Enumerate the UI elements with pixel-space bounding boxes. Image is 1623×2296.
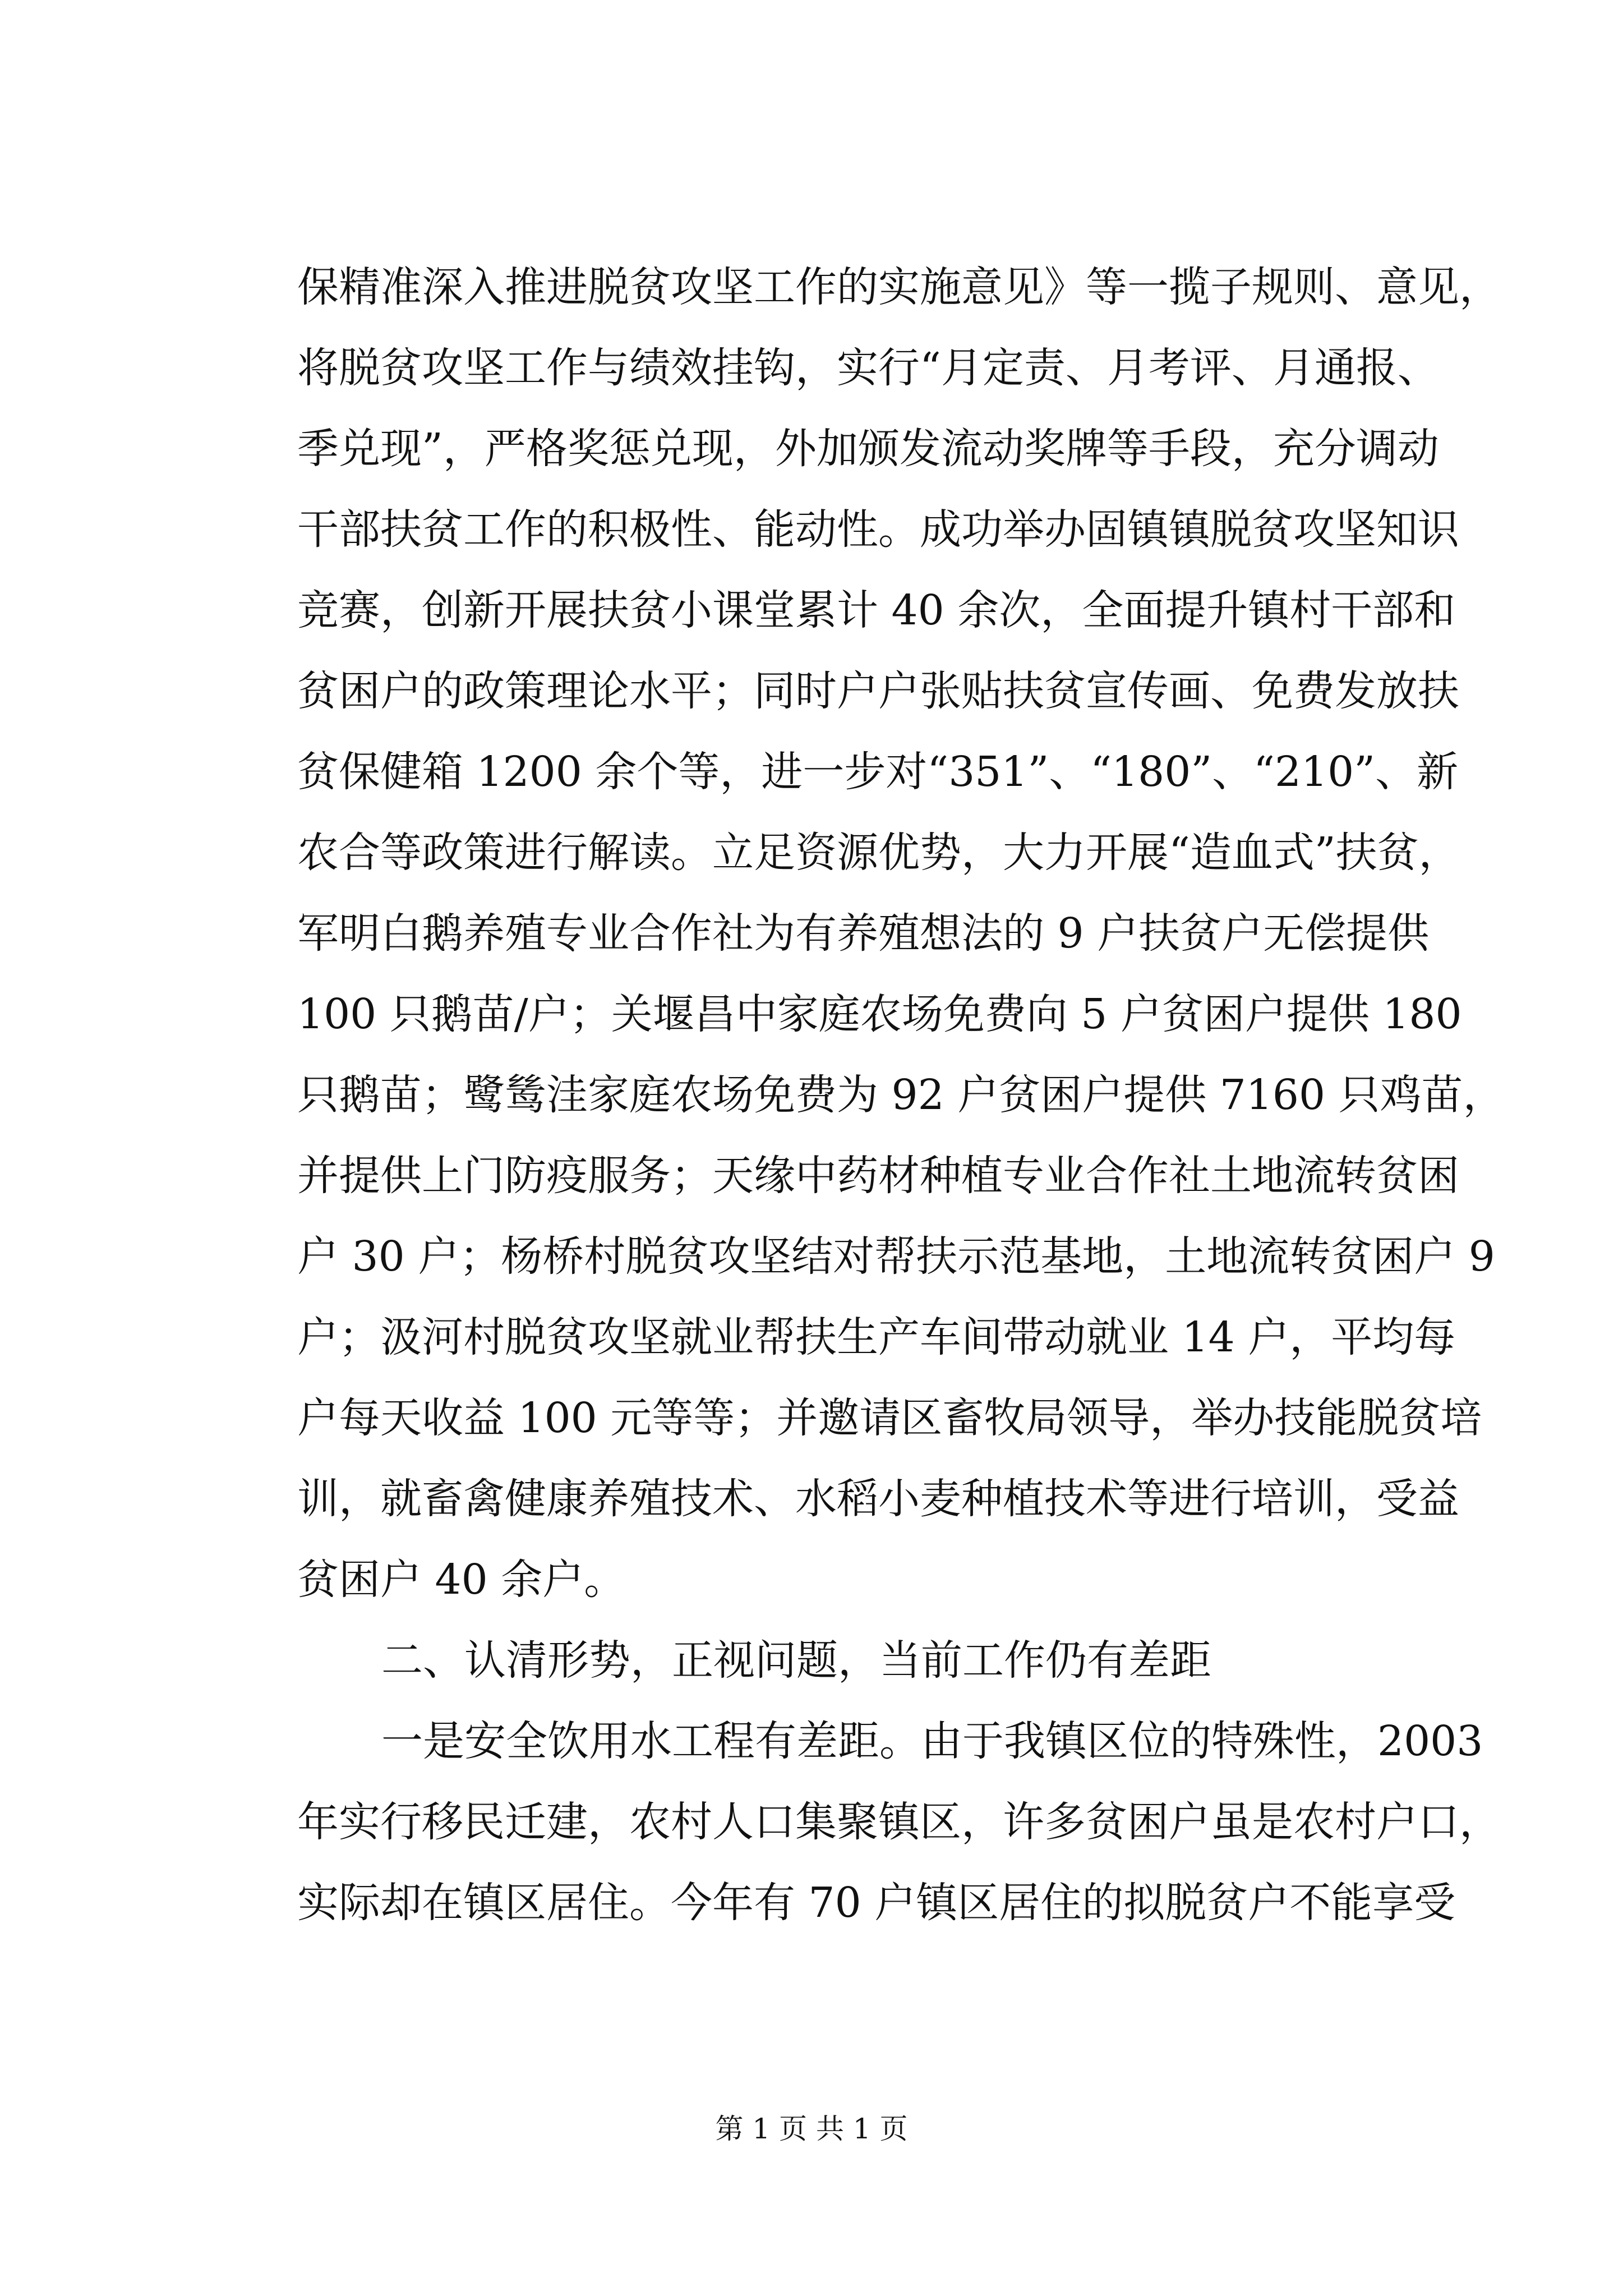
text-line: 年实行移民迁建，农村人口集聚镇区，许多贫困户虽是农村户口， bbox=[297, 1798, 1501, 1846]
page-footer bbox=[0, 2112, 1623, 2146]
text-line: 实际却在镇区居住。今年有 70 户镇区居住的拟脱贫户不能享受 bbox=[297, 1879, 1456, 1927]
text-line: 贫困户的政策理论水平；同时户户张贴扶贫宣传画、免费发放扶 bbox=[297, 667, 1459, 715]
paragraph-first-line: 一是安全饮用水工程有差距。由于我镇区位的特殊性，2003 bbox=[381, 1717, 1483, 1765]
text-line: 将脱贫攻坚工作与绩效挂钩，实行“月定责、月考评、月通报、 bbox=[297, 344, 1439, 392]
section-heading: 二、认清形势，正视问题，当前工作仍有差距 bbox=[381, 1636, 1211, 1685]
text-line: 户；汲河村脱贫攻坚就业帮扶生产车间带动就业 14 户，平均每 bbox=[297, 1313, 1456, 1361]
text-line: 户 30 户；杨桥村脱贫攻坚结对帮扶示范基地，土地流转贫困户 9 bbox=[297, 1232, 1495, 1281]
text-line: 户每天收益 100 元等等；并邀请区畜牧局领导，举办技能脱贫培 bbox=[297, 1394, 1482, 1442]
text-line: 训，就畜禽健康养殖技术、水稻小麦种植技术等进行培训，受益 bbox=[297, 1475, 1459, 1523]
text-line: 只鹅苗；鹭鸶洼家庭农场免费为 92 户贫困户提供 7160 只鸡苗， bbox=[297, 1071, 1505, 1119]
text-line: 100 只鹅苗/户；关堰昌中家庭农场免费向 5 户贫困户提供 180 bbox=[297, 990, 1462, 1038]
text-line: 贫困户 40 余户。 bbox=[297, 1556, 626, 1604]
text-line: 季兑现”，严格奖惩兑现，外加颁发流动奖牌等手段，充分调动 bbox=[297, 425, 1439, 473]
text-line: 军明白鹅养殖专业合作社为有养殖想法的 9 户扶贫户无偿提供 bbox=[297, 909, 1430, 958]
text-line: 保精准深入推进脱贫攻坚工作的实施意见》等一揽子规则、意见， bbox=[297, 263, 1501, 311]
body-text bbox=[297, 247, 1505, 1943]
text-line: 竞赛，创新开展扶贫小课堂累计 40 余次，全面提升镇村干部和 bbox=[297, 586, 1456, 634]
text-line: 农合等政策进行解读。立足资源优势，大力开展“造血式”扶贫， bbox=[297, 829, 1460, 877]
text-line: 干部扶贫工作的积极性、能动性。成功举办固镇镇脱贫攻坚知识 bbox=[297, 505, 1459, 554]
text-line: 并提供上门防疫服务；天缘中药材种植专业合作社土地流转贫困 bbox=[297, 1152, 1459, 1200]
text-line: 贫保健箱 1200 余个等，进一步对“351”、“180”、“210”、新 bbox=[297, 748, 1459, 796]
page-number-label: 第 1 页 共 1 页 bbox=[715, 2113, 908, 2145]
